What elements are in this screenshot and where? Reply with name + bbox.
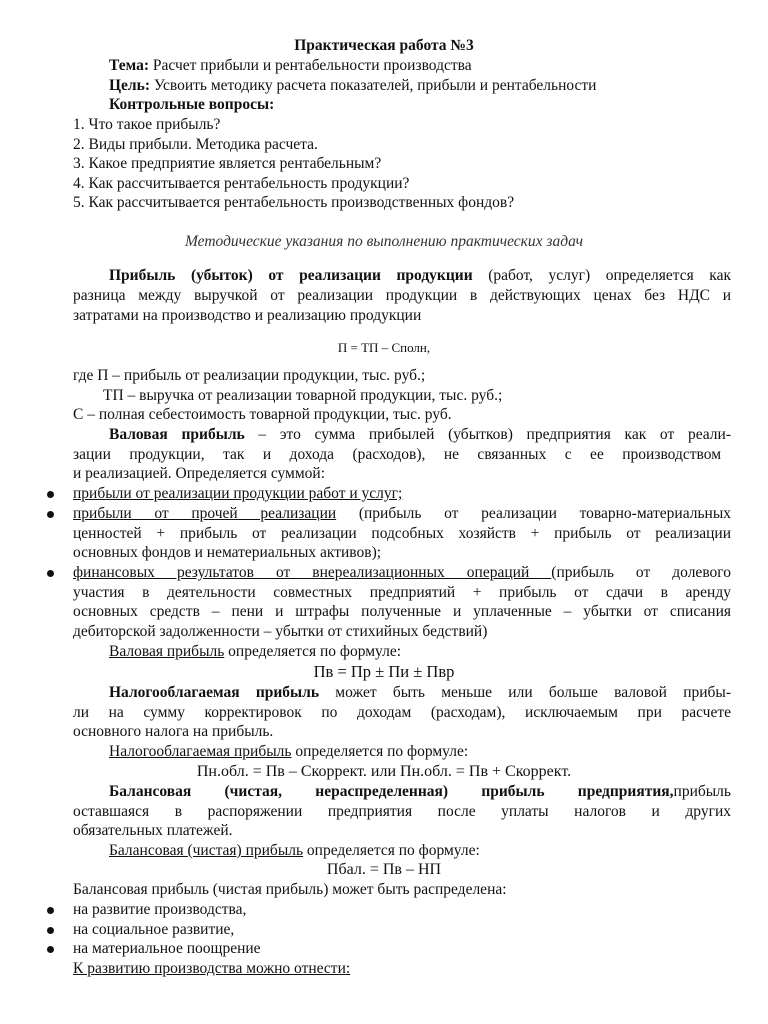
questions-heading: Контрольные вопросы:: [109, 96, 275, 113]
formula-legend: С – полная себестоимость товарной продукции, тыс. руб.: [73, 406, 452, 423]
topic-line: Тема: Расчет прибыли и рентабельности производства: [109, 57, 472, 74]
balance-definition-line: оставшаяся в распоряжении предприятия после уплаты налогов и других: [73, 803, 731, 820]
taxable-definition-line: Налогооблагаемая прибыль может быть меньше или больше валовой прибы-: [109, 684, 731, 701]
question-item: 2. Виды прибыли. Методика расчета.: [73, 136, 318, 153]
bullet-dot: [47, 511, 54, 518]
closing-line: К развитию производства можно отнести:: [73, 960, 351, 977]
formula-legend: ТП – выручка от реализации товарной продукции, тыс. руб.;: [103, 387, 503, 404]
gross-profit-formula: Пв = Пр ± Пи ± Пвр: [313, 662, 455, 681]
bullet-dot: [47, 946, 54, 953]
bullet-dot: [47, 927, 54, 934]
question-item: 3. Какое предприятие является рентабельным?: [73, 155, 382, 172]
balance-profit-formula: Пбал. = Пв – НП: [326, 861, 442, 878]
question-item: 5. Как рассчитывается рентабельность производственных фондов?: [73, 194, 515, 211]
gross-definition-line: и реализацией. Определяется суммой:: [73, 465, 326, 482]
bullet-dot: [47, 907, 54, 914]
formula-intro: Валовая прибыль определяется по формуле:: [109, 643, 402, 660]
bullet-item: прибыли от реализации продукции работ и услуг;: [73, 485, 403, 502]
bullet-item-continuation: ценностей + прибыль от реализации подсобных хозяйств + прибыль от реализации: [73, 525, 731, 542]
bullet-item-continuation: участия в деятельности совместных предприятий + прибыль от сдачи в аренду: [73, 584, 731, 601]
distribution-line: Балансовая прибыль (чистая прибыль) может быть распределена:: [73, 881, 507, 898]
gross-definition-line: Валовая прибыль – это сумма прибылей (убытков) предприятия как от реали-: [109, 426, 731, 443]
bullet-item: на развитие производства,: [73, 901, 247, 918]
balance-definition-line: обязательных платежей.: [73, 822, 233, 839]
bullet-item: финансовых результатов от внереализационных операций (прибыль от долевого: [73, 564, 731, 581]
question-item: 1. Что такое прибыль?: [73, 116, 221, 133]
bullet-item: на материальное поощрение: [73, 940, 261, 957]
guidelines-heading: Методические указания по выполнению практических задач: [184, 233, 584, 250]
profit-definition-line: разница между выручкой от реализации продукции в действующих ценах без НДС и: [73, 287, 731, 304]
taxable-profit-formula: Пн.обл. = Пв – Скоррект. или Пн.обл. = Пв + Скоррект.: [196, 763, 572, 780]
document-title: Практическая работа №3: [294, 37, 474, 54]
formula-intro: Налогооблагаемая прибыль определяется по формуле:: [109, 743, 469, 760]
formula-legend: где П – прибыль от реализации продукции, тыс. руб.;: [73, 367, 426, 384]
taxable-definition-line: ли на сумму корректировок по доходам (расходам), исключаемым при расчете: [73, 704, 731, 721]
balance-definition-line: Балансовая (чистая, нераспределенная) прибыль предприятия,прибыль: [109, 783, 731, 800]
gross-definition-line: зации продукции, так и дохода (расходов), не связанных с ее производством: [73, 446, 721, 463]
bullet-item-continuation: дебиторской задолженности – убытки от стихийных бедствий): [73, 623, 488, 640]
bullet-item: прибыли от прочей реализации (прибыль от реализации товарно-материальных: [73, 505, 731, 522]
bullet-item-continuation: основных средств – пени и штрафы полученные и уплаченные – убытки от списания: [73, 603, 731, 620]
profit-definition-line: затратами на производство и реализацию продукции: [73, 307, 422, 324]
bullet-item: на социальное развитие,: [73, 921, 235, 938]
question-item: 4. Как рассчитывается рентабельность продукции?: [73, 175, 410, 192]
bullet-dot: [47, 491, 54, 498]
bullet-item-continuation: основных фондов и нематериальных активов);: [73, 544, 382, 561]
goal-line: Цель: Усвоить методику расчета показателей, прибыли и рентабельности: [109, 77, 597, 94]
taxable-definition-line: основного налога на прибыль.: [73, 723, 274, 740]
bullet-dot: [47, 570, 54, 577]
profit-formula: П = ТП – Сполн,: [337, 340, 431, 355]
formula-intro: Балансовая (чистая) прибыль определяется по формуле:: [109, 842, 480, 859]
profit-definition-line: Прибыль (убыток) от реализации продукции (работ, услуг) определяется как: [109, 267, 731, 284]
